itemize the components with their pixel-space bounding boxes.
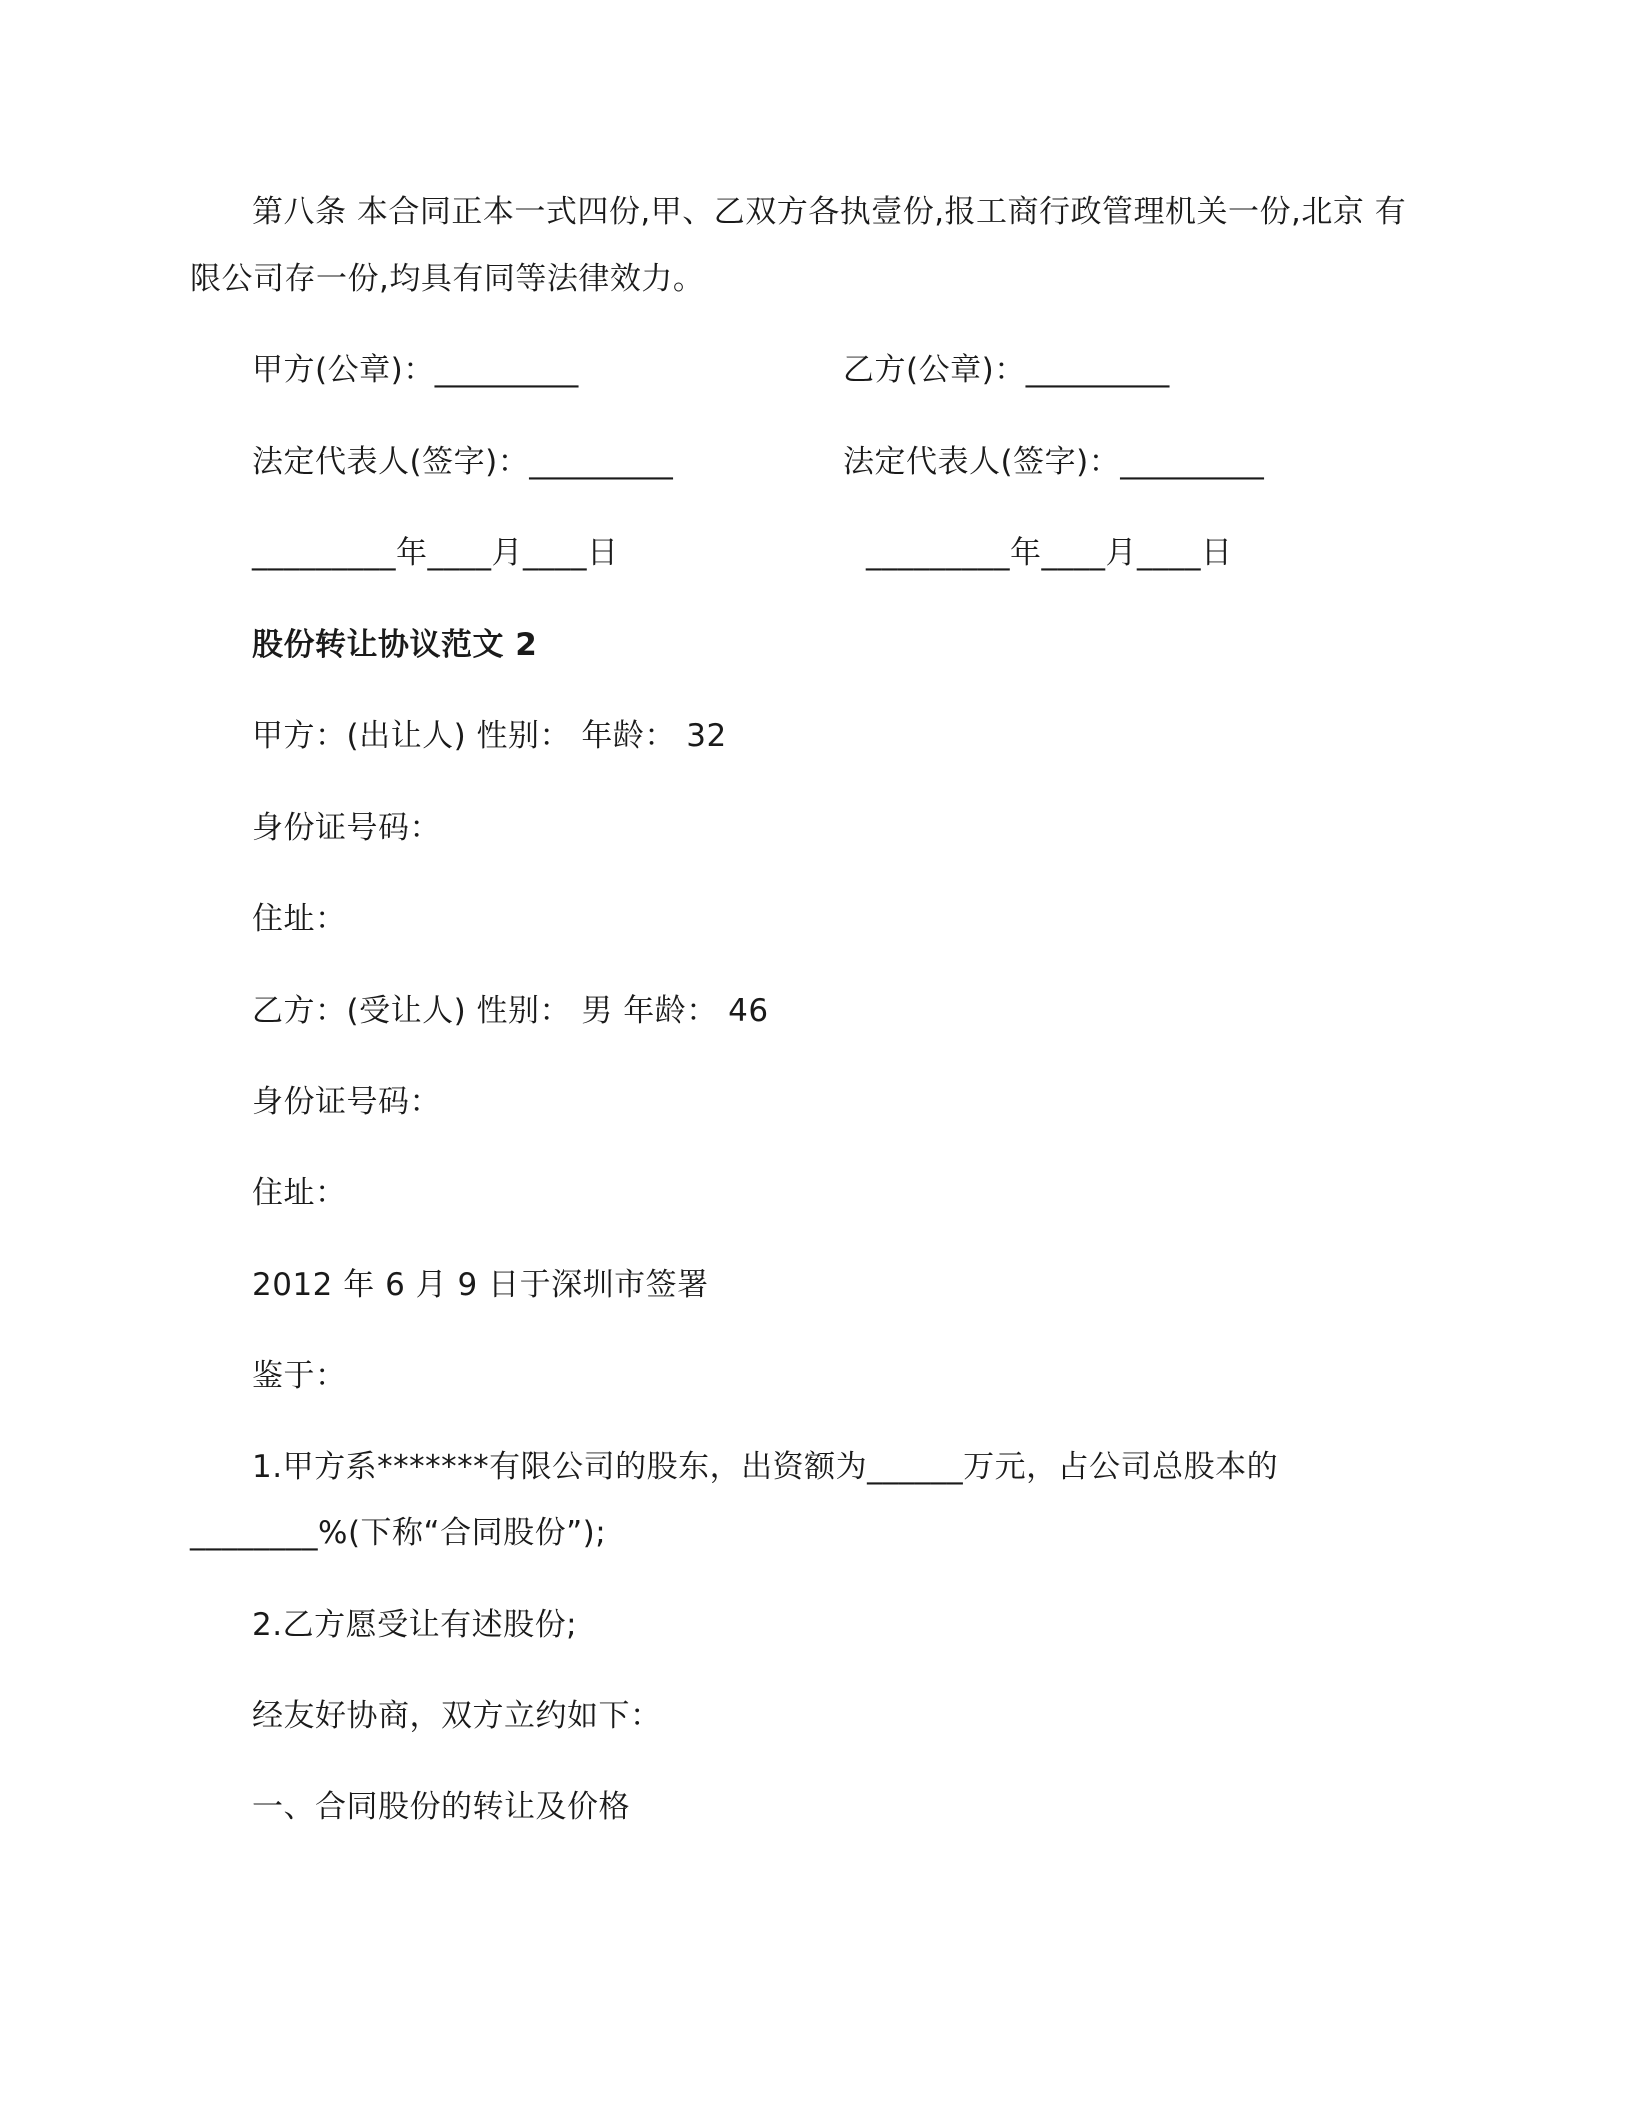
party-b-seal-line: 乙方(公章)：_________ <box>843 352 1170 388</box>
article8-line2: 限公司存一份,均具有同等法律效力。 <box>190 261 705 297</box>
party-a-id-label: 身份证号码： <box>252 810 441 846</box>
whereas-label: 鉴于： <box>252 1358 347 1394</box>
party-b-date-line: _________年____月____日 <box>866 535 1233 571</box>
signing-info: 2012 年 6 月 9 日于深圳市签署 <box>252 1267 709 1303</box>
party-b-address-label: 住址： <box>252 1175 347 1211</box>
party-b-header: 乙方：(受让人) 性别： 男 年龄： 46 <box>252 993 769 1029</box>
agreement-intro: 经友好协商，双方立约如下： <box>252 1698 662 1734</box>
clause2: 2.乙方愿受让有述股份; <box>252 1607 578 1643</box>
party-a-seal-line: 甲方(公章)：_________ <box>252 352 579 388</box>
party-a-address-label: 住址： <box>252 901 347 937</box>
party-b-rep-line: 法定代表人(签字)：_________ <box>843 444 1265 480</box>
clause1-line2: ________%(下称“合同股份”); <box>190 1515 607 1551</box>
party-a-date-line: _________年____月____日 <box>252 535 619 571</box>
party-a-rep-line: 法定代表人(签字)：_________ <box>252 444 674 480</box>
article8-line1: 第八条 本合同正本一式四份,甲、乙双方各执壹份,报工商行政管理机关一份,北京 有 <box>252 194 1407 230</box>
clause1-line1: 1.甲方系*******有限公司的股东，出资额为______万元，占公司总股本的 <box>252 1449 1279 1485</box>
party-a-header: 甲方：(出让人) 性别： 年龄： 32 <box>252 718 727 754</box>
party-b-id-label: 身份证号码： <box>252 1084 441 1120</box>
chapter1-title: 一、合同股份的转让及价格 <box>252 1789 630 1825</box>
section-title: 股份转让协议范文 2 <box>252 627 538 663</box>
